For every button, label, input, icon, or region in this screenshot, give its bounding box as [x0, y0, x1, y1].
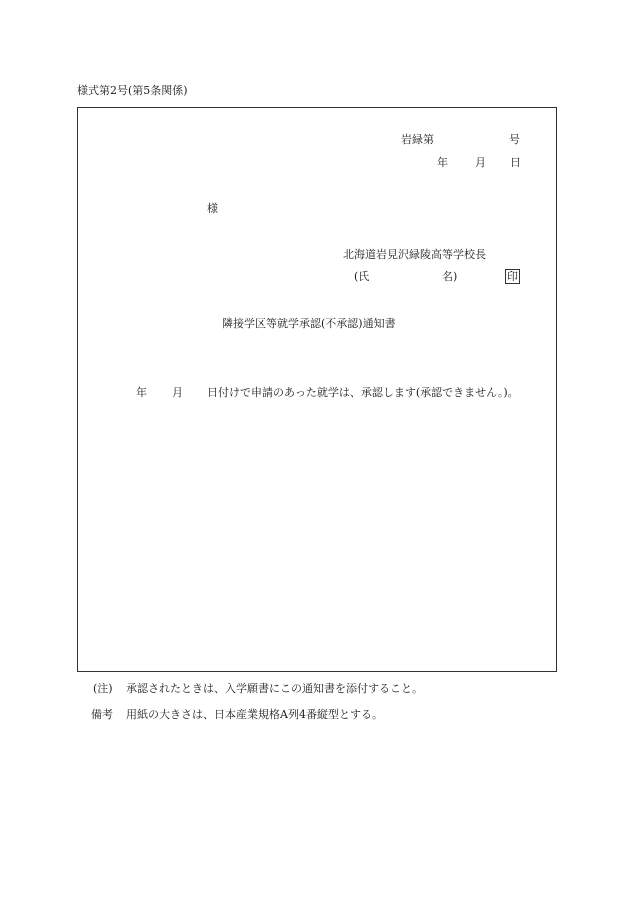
note-label: (注)	[93, 682, 113, 695]
seal-mark	[505, 269, 520, 284]
notice-title: 隣接学区等就学承認(不承認)通知書	[222, 317, 396, 330]
issuer-title: 北海道岩見沢緑陵高等学校長	[343, 248, 486, 261]
remark-label: 備考	[91, 708, 113, 721]
note-text: 承認されたときは、入学願書にこの通知書を添付すること。	[126, 682, 423, 695]
doc-number-suffix: 号	[509, 133, 520, 146]
remark-text: 用紙の大きさは、日本産業規格A列4番縦型とする。	[126, 708, 383, 721]
doc-number-prefix: 岩緑第	[401, 133, 434, 146]
seal-mark-label: 印	[507, 270, 518, 283]
addressee-suffix: 様	[207, 202, 218, 215]
form-number-header: 様式第2号(第5条関係)	[77, 84, 188, 97]
body-year-label: 年	[136, 386, 147, 399]
name-close-label: 名)	[442, 270, 458, 283]
date-year-label: 年	[437, 156, 448, 169]
date-month-label: 月	[475, 156, 486, 169]
body-month-label: 月	[172, 386, 183, 399]
name-open-label: (氏	[354, 270, 370, 283]
date-day-label: 日	[510, 156, 521, 169]
body-text: 日付けで申請のあった就学は、承認します(承認できません。)。	[207, 386, 519, 399]
